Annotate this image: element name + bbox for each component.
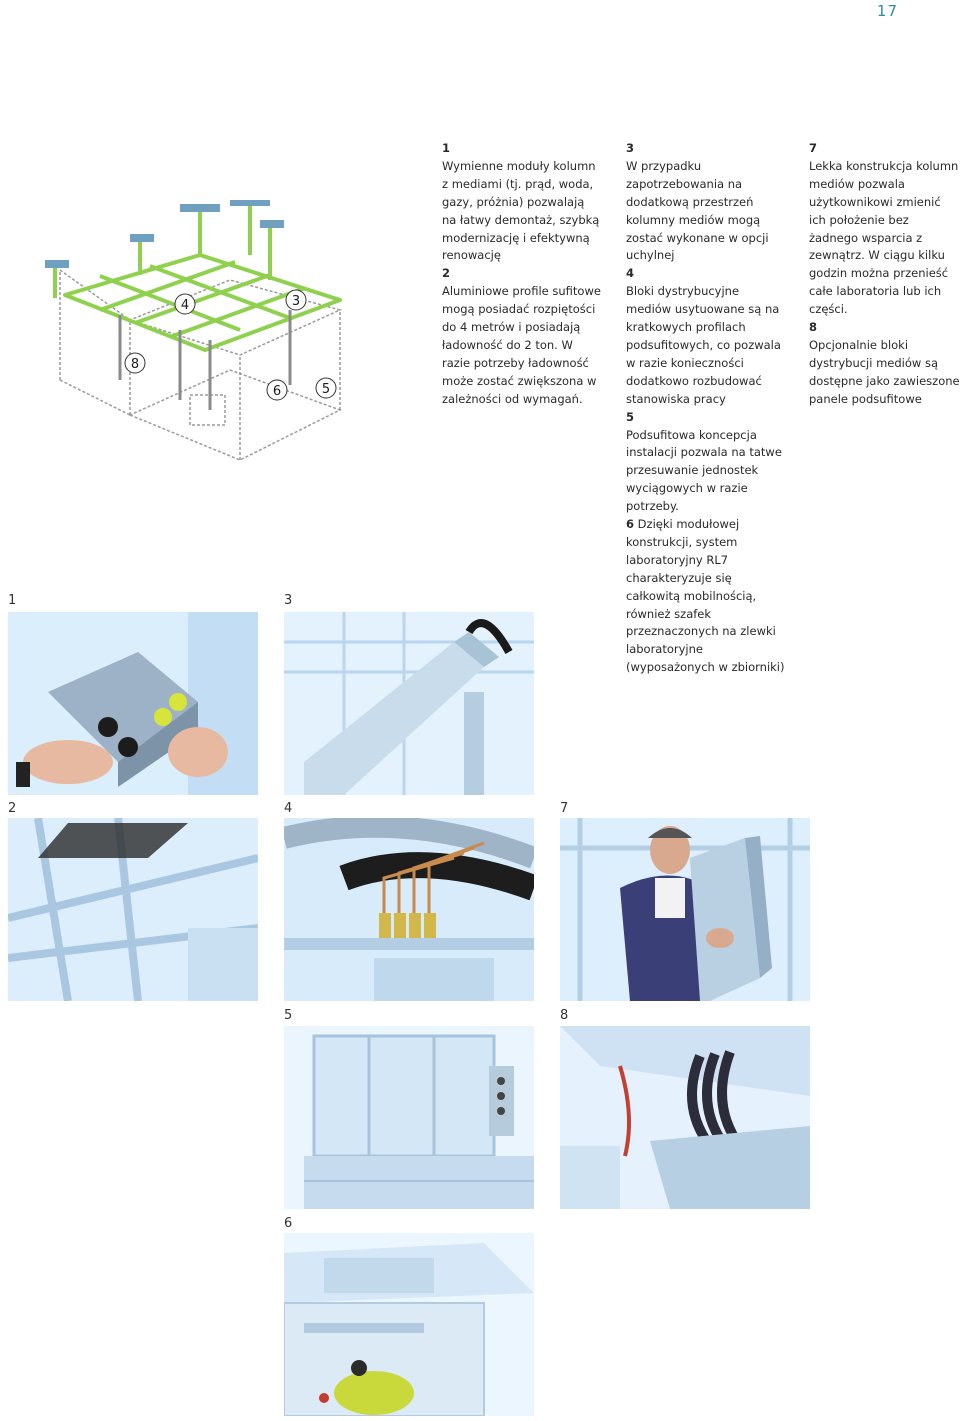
item-text-8: Opcjonalnie bloki dystrybucji mediów są dostępne jako zawieszone panele podsufitowe <box>809 337 960 406</box>
diagram-label-8: 8 <box>130 357 140 372</box>
photo-6-mobile-cabinet <box>284 1233 534 1416</box>
item-number-4: 4 <box>626 266 635 281</box>
diagram-label-3: 3 <box>291 294 301 309</box>
photo-label-4: 4 <box>284 801 293 816</box>
photo-5-fume-hood <box>284 1026 534 1209</box>
photo-label-7: 7 <box>560 801 569 816</box>
photo-label-2: 2 <box>8 801 17 816</box>
item-text-2: Aluminiowe profile sufitowe mogą posiadać rozpiętości do 4 metrów i posiadają ładowność do 2 ton. W razie potrzeby ładowność może zostać zwiększona w zależności od wymagań. <box>442 284 601 406</box>
item-text-1: Wymienne moduły kolumn z mediami (tj. prąd, woda, gazy, próżnia) pozwalają na łatwy demontaż, szybką modernizację i efektywną renowację <box>442 158 600 263</box>
page-number: 17 <box>876 2 898 20</box>
item-number-1: 1 <box>442 141 451 155</box>
item-text-6: Dzięki modułowej konstrukcji, system laboratoryjny RL7 charakteryzuje się całkowitą mobilnością, również szafek przeznaczonych na zlewki laboratoryjne (wyposażonych w zbiorniki) <box>626 517 785 675</box>
photo-8-suspended-panel <box>560 1026 810 1209</box>
item-number-5: 5 <box>626 409 635 424</box>
photo-label-5: 5 <box>284 1008 293 1023</box>
photo-2-ceiling-profiles <box>8 818 258 1001</box>
diagram-label-4: 4 <box>180 298 190 313</box>
item-text-3: W przypadku zapotrzebowania na dodatkową przestrzeń kolumny mediów mogą zostać wykonane w opcji uchylnej <box>626 158 769 263</box>
item-number-2: 2 <box>442 266 451 281</box>
text-column-1 <box>442 140 602 409</box>
diagram-drawing <box>40 200 400 500</box>
item-number-6: 6 <box>626 517 635 532</box>
item-number-7: 7 <box>809 141 818 155</box>
photo-1-media-module <box>8 612 258 795</box>
photo-label-8: 8 <box>560 1008 569 1023</box>
text-column-2 <box>626 140 786 677</box>
item-text-7: Lekka konstrukcja kolumn mediów pozwala użytkownikowi zmienić ich położenie bez żadnego wsparcia z zewnątrz. W ciągu kilku godzin można przenieść całe laboratoria lub ich części. <box>809 158 959 317</box>
item-number-8: 8 <box>809 320 818 335</box>
photo-3-tilting-column <box>284 612 534 795</box>
item-number-3: 3 <box>626 141 635 155</box>
lab-structure-diagram <box>40 200 400 500</box>
photo-label-6: 6 <box>284 1216 293 1231</box>
photo-4-distribution-blocks <box>284 818 534 1001</box>
diagram-label-5: 5 <box>321 382 331 397</box>
text-column-3 <box>809 140 960 409</box>
diagram-label-6: 6 <box>272 384 282 399</box>
photo-label-1: 1 <box>8 593 17 608</box>
photo-label-3: 3 <box>284 593 293 608</box>
item-text-4: Bloki dystrybucyjne mediów usytuowane są na kratkowych profilach podsufitowych, co pozwala w razie konieczności dodatkowo rozbudować stanowiska pracy <box>626 284 781 406</box>
item-text-5: Podsufitowa koncepcja instalacji pozwala na tatwe przesuwanie jednostek wyciągowych w razie potrzeby. <box>626 427 782 514</box>
photo-7-man-carrying-column <box>560 818 810 1001</box>
